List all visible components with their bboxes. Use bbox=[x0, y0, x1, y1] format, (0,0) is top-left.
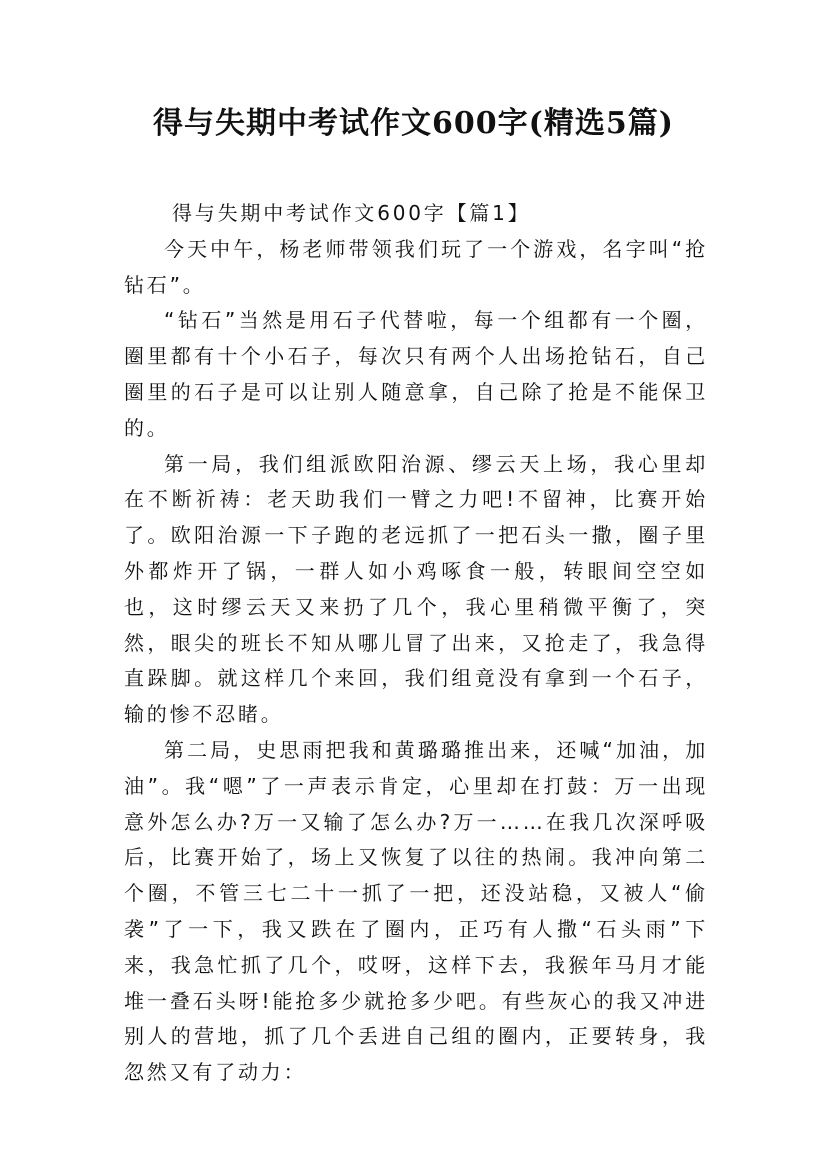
document-title: 得与失期中考试作文600字(精选5篇) bbox=[153, 106, 674, 141]
essay-paragraph-4: 第二局，史思雨把我和黄璐璐推出来，还喊“加油，加油”。我“嗯”了一声表示肯定，心里却在打鼓：万一出现意外怎么办?万一又输了怎么办?万一……在我几次深呼吸后，比赛开始了，场上又恢复了以往的热闹。我冲向第二个圈，不管三七二十一抓了一把，还没站稳，又被人“偷袭”了一下，我又跌在了圈内，正巧有人撒“石头雨”下来，我急忙抓了几个，哎呀，这样下去，我猴年马月才能堆一叠石头呀!能抢多少就抢多少吧。有些灰心的我又冲进别人的营地，抓了几个丢进自己组的圈内，正要转身，我忽然又有了动力： bbox=[124, 737, 708, 1085]
essay-paragraph-1: 今天中午，杨老师带领我们玩了一个游戏，名字叫“抢钻石”。 bbox=[124, 236, 708, 297]
section-heading: 得与失期中考试作文600字【篇1】 bbox=[172, 201, 531, 225]
essay-paragraph-3: 第一局，我们组派欧阳治源、缪云天上场，我心里却在不断祈祷：老天助我们一臂之力吧!不留神，比赛开始了。欧阳治源一下子跑的老远抓了一把石头一撒，圈子里外都炸开了锅，一群人如小鸡啄食一般，转眼间空空如也，这时缪云天又来扔了几个，我心里稍微平衡了，突然，眼尖的班长不知从哪儿冒了出来，又抢走了，我急得直跺脚。就这样几个来回，我们组竟没有拿到一个石子，输的惨不忍睹。 bbox=[124, 451, 708, 727]
essay-body bbox=[124, 196, 708, 1091]
essay-paragraph-2: “钻石”当然是用石子代替啦，每一个组都有一个圈，圈里都有十个小石子，每次只有两个人出场抢钻石，自己圈里的石子是可以让别人随意拿，自己除了抢是不能保卫的。 bbox=[124, 308, 708, 440]
